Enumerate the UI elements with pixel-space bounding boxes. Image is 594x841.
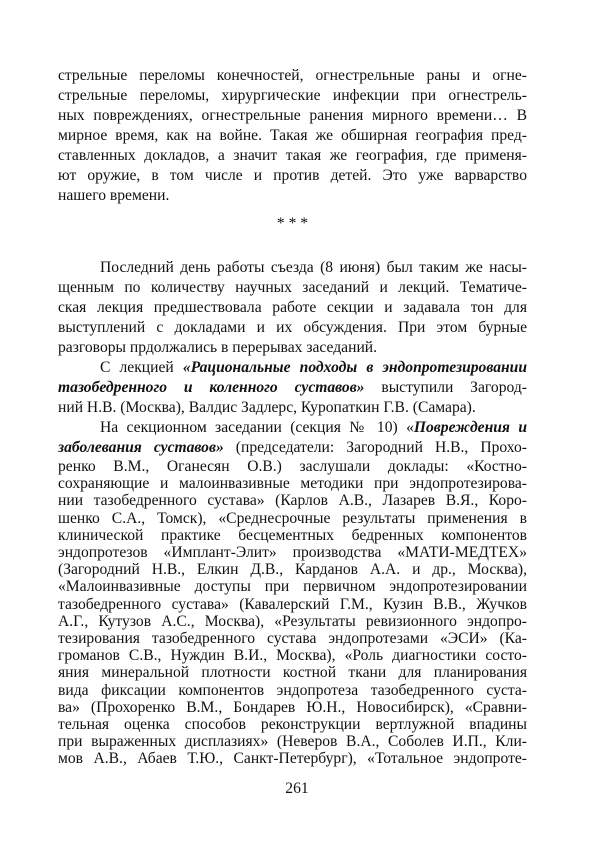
- text-line: громанов С.В., Нуждин В.И., Москва), «Роль диагностики состо-: [58, 647, 527, 665]
- text-line: ных повреждениях, огнестрельные ранения мирного времени… В: [58, 107, 527, 124]
- text-line: яния минеральной плотности костной ткани для планирования: [58, 664, 527, 682]
- text-line: ставленных докладов, а значит такая же география, где применя-: [58, 147, 527, 164]
- text-line: А.Г., Кутузов А.С., Москва), «Результаты ревизионного эндопро-: [58, 612, 527, 630]
- text-line: С лекцией «Рациональные подходы в эндопротезировании: [100, 359, 527, 376]
- lecture-title: тазобедренного и коленного суставов»: [58, 379, 365, 396]
- text-line: тазобедренного сустава» (Кавалерский Г.М., Кузин В.В., Жучков: [58, 595, 527, 613]
- text-line: тезирования тазобедренного сустава эндопротезами «ЭСИ» (Ка-: [58, 630, 527, 647]
- text-line: разговоры прдолжались в перерывах заседаний.: [58, 339, 378, 356]
- text-line: вида фиксации компонентов эндопротеза тазобедренного суста-: [58, 681, 527, 699]
- text-line: Последний день работы съезда (8 июня) был таким же насы-: [100, 259, 527, 276]
- text-line: эндопротезов «Имплант-Элит» производства «МАТИ-МЕДТЕХ»: [58, 544, 527, 561]
- text-line: ний Н.В. (Москва), Валдис Задлерс, Куропаткин Г.В. (Самара).: [58, 399, 476, 416]
- text-line: ют оружие, в том числе и против детей. Это уже варварство: [58, 167, 527, 184]
- text-line: тельная оценка способов реконструкции вертлужной впадины: [58, 716, 527, 733]
- text-line: выступлений с докладами и их обсуждения. При этом бурные: [58, 319, 527, 336]
- text-line: при выраженных дисплазиях» (Неверов В.А., Соболев И.П., Кли-: [58, 733, 527, 751]
- lecture-title: «Рациональные подходы в эндопротезировании: [182, 359, 527, 376]
- text-line: ренко В.М., Оганесян О.В.) заслушали доклады: «Костно-: [58, 458, 527, 475]
- text-line: сохраняющие и малоинвазивные методики при эндопротезирова-: [58, 475, 527, 493]
- text-line: ская лекция предшествовала работе секции и задавала тон для: [58, 299, 527, 316]
- text-line: заболевания суставов» (председатели: Загородний Н.В., Прохо-: [58, 439, 527, 456]
- text-line: мов А.В., Абаев Т.Ю., Санкт-Петербург), «Тотальное эндопроте-: [58, 750, 527, 768]
- text-line: На секционном заседании (секция № 10) «Повреждения и: [100, 419, 527, 436]
- text-line: нашего времени.: [58, 187, 170, 204]
- text-line: «Малоинвазивные доступы при первичном эндопротезировании: [58, 578, 527, 596]
- text-line: (Загородний Н.В., Елкин Д.В., Карданов А.А. и др., Москва),: [58, 561, 527, 579]
- text-line: клинической практике бесцементных бедренных компонентов: [58, 526, 527, 544]
- section-title: Повреждения и: [413, 419, 527, 436]
- text-line: тазобедренного и коленного суставов» выступили Загород-: [58, 379, 527, 396]
- section-separator: * * *: [276, 215, 309, 232]
- text-line: шенко С.А., Томск), «Среднесрочные результаты применения в: [58, 509, 527, 527]
- text-line: стрельные переломы конечностей, огнестрельные раны и огне-: [58, 67, 527, 84]
- text-line: нии тазобедренного сустава» (Карлов А.В., Лазарев В.Я., Коро-: [58, 492, 527, 510]
- section-title: заболевания суставов»: [58, 439, 224, 456]
- page-number: 261: [285, 780, 309, 797]
- text-line: щенным по количеству научных заседаний и лекций. Тематиче-: [58, 279, 527, 296]
- text-line: стрельные переломы, хирургические инфекции при огнестрель-: [58, 87, 527, 104]
- text-line: мирное время, как на войне. Такая же обширная география пред-: [58, 127, 527, 144]
- text-line: ва» (Прохоренко В.М., Бондарев Ю.Н., Новосибирск), «Сравни-: [58, 698, 527, 716]
